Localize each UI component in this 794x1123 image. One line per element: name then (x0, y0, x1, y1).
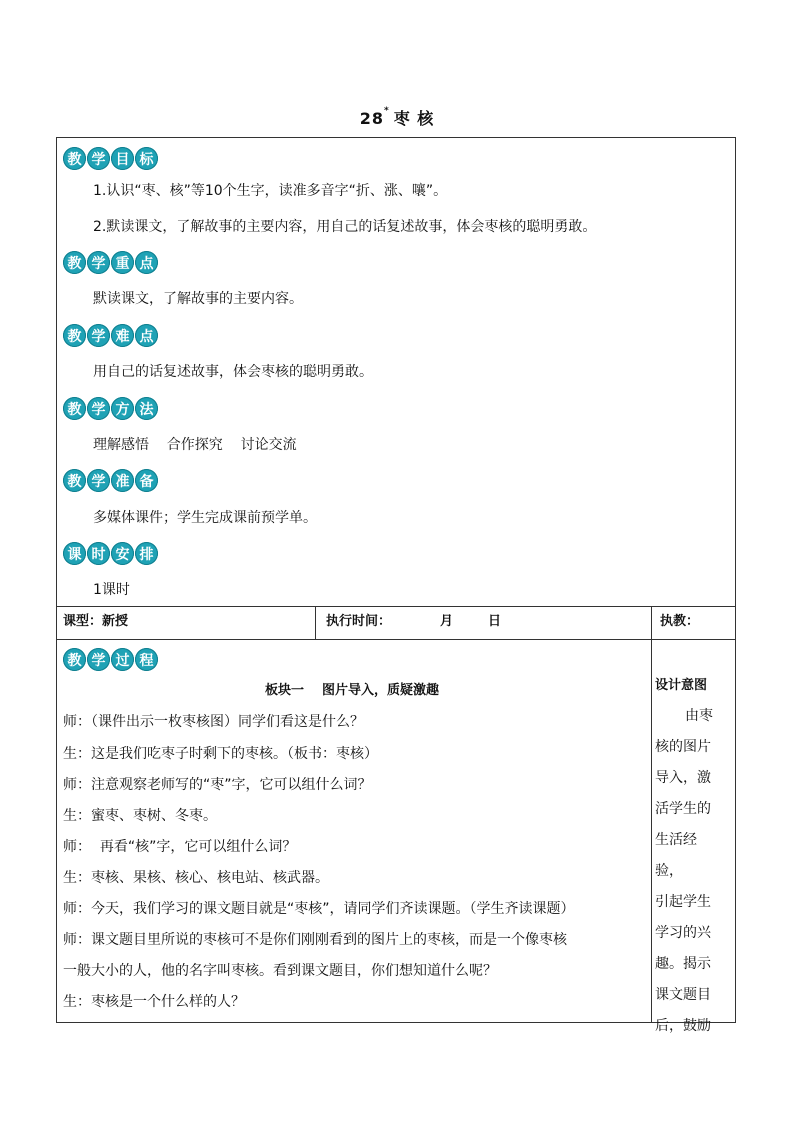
month-label: 月 (440, 614, 454, 629)
methods-badge (63, 397, 158, 420)
design-intent-line: 学习的兴 (655, 925, 711, 941)
key-points-badge (63, 251, 158, 274)
badge-char: 教 (63, 397, 86, 420)
objective-line-1: 1.认识“枣、核”等10个生字，读准多音字“折、涨、嚷”。 (93, 183, 448, 199)
execution-time-label: 执行时间： (326, 614, 392, 629)
badge-char: 点 (135, 324, 158, 347)
dialogue-line-3: 师：注意观察老师写的“枣”字，它可以组什么词？ (63, 777, 372, 793)
badge-char: 方 (111, 397, 134, 420)
design-intent-line: 生活经验， (655, 832, 697, 879)
dialogue-line-8: 师：课文题目里所说的枣核可不是你们刚刚看到的图片上的枣核，而是一个像枣核 (63, 932, 567, 948)
process-badge (63, 648, 158, 671)
badge-char: 点 (135, 251, 158, 274)
design-intent-heading: 设计意图 (655, 678, 708, 693)
lesson-number: 28 (359, 109, 384, 128)
badge-char: 标 (135, 147, 158, 170)
dialogue-line-5: 师： 再看“核”字，它可以组什么词？ (63, 839, 297, 855)
dialogue-line-10: 生：枣核是一个什么样的人？ (63, 994, 245, 1010)
badge-char: 教 (63, 324, 86, 347)
badge-char: 教 (63, 469, 86, 492)
design-intent-line: 课文题目 (655, 987, 711, 1003)
lesson-title: 枣 核 (393, 109, 435, 128)
badge-char: 目 (111, 147, 134, 170)
objectives-badge (63, 147, 158, 170)
badge-char: 过 (111, 648, 134, 671)
badge-char: 教 (63, 648, 86, 671)
badge-char: 重 (111, 251, 134, 274)
badge-char: 难 (111, 324, 134, 347)
dialogue-line-7: 师：今天，我们学习的课文题目就是“枣核”，请同学们齐读课题。（学生齐读课题） (63, 901, 575, 917)
dialogue-line-4: 生：蜜枣、枣树、冬枣。 (63, 808, 217, 824)
difficulties-badge (63, 324, 158, 347)
badge-char: 时 (87, 542, 110, 565)
preparation-badge (63, 469, 158, 492)
badge-char: 学 (87, 469, 110, 492)
schedule-line: 1课时 (93, 582, 130, 598)
row-divider (57, 639, 735, 640)
page-title (0, 106, 794, 129)
design-intent-line: 后，鼓励 (655, 1018, 711, 1034)
badge-char: 学 (87, 324, 110, 347)
key-points-line: 默读课文，了解故事的主要内容。 (93, 291, 303, 307)
row-divider (57, 606, 735, 607)
lesson-plan-table (56, 137, 736, 1034)
methods-line: 理解感悟 合作探究 讨论交流 (93, 437, 297, 453)
preparation-line: 多媒体课件；学生完成课前预学单。 (93, 510, 317, 526)
badge-char: 教 (63, 147, 86, 170)
badge-char: 程 (135, 648, 158, 671)
course-type: 课型：新授 (63, 614, 129, 629)
dialogue-line-1: 师：（课件出示一枚枣核图）同学们看这是什么？ (63, 714, 364, 730)
design-intent-line: 引起学生 (655, 894, 711, 910)
design-intent-line: 趣。揭示 (655, 956, 711, 972)
day-label: 日 (488, 614, 502, 629)
badge-char: 备 (135, 469, 158, 492)
col-divider (315, 606, 316, 639)
badge-char: 学 (87, 397, 110, 420)
badge-char: 排 (135, 542, 158, 565)
badge-char: 法 (135, 397, 158, 420)
col-divider (651, 606, 652, 1023)
objective-line-2: 2.默读课文，了解故事的主要内容，用自己的话复述故事，体会枣核的聪明勇敢。 (93, 219, 597, 235)
design-intent-line: 导入，激 (655, 770, 711, 786)
schedule-badge (63, 542, 158, 565)
block-title: 板块一 图片导入，质疑激趣 (264, 683, 440, 698)
badge-char: 课 (63, 542, 86, 565)
difficulties-line: 用自己的话复述故事，体会枣核的聪明勇敢。 (93, 364, 373, 380)
lesson-mark: * (383, 106, 390, 116)
design-intent-line: 活学生的 (655, 801, 711, 817)
design-intent-line: 核的图片 (655, 739, 711, 755)
badge-char: 学 (87, 648, 110, 671)
badge-char: 学 (87, 147, 110, 170)
teacher-label: 执教： (660, 614, 700, 629)
badge-char: 学 (87, 251, 110, 274)
badge-char: 教 (63, 251, 86, 274)
dialogue-line-9: 一般大小的人，他的名字叫枣核。看到课文题目，你们想知道什么呢？ (63, 963, 497, 979)
dialogue-line-2: 生：这是我们吃枣子时剩下的枣核。（板书：枣核） (63, 746, 378, 762)
badge-char: 准 (111, 469, 134, 492)
design-intent-column (655, 670, 727, 1042)
dialogue-line-6: 生：枣核、果核、核心、核电站、核武器。 (63, 870, 329, 886)
design-intent-line: 由枣 (685, 708, 713, 724)
badge-char: 安 (111, 542, 134, 565)
